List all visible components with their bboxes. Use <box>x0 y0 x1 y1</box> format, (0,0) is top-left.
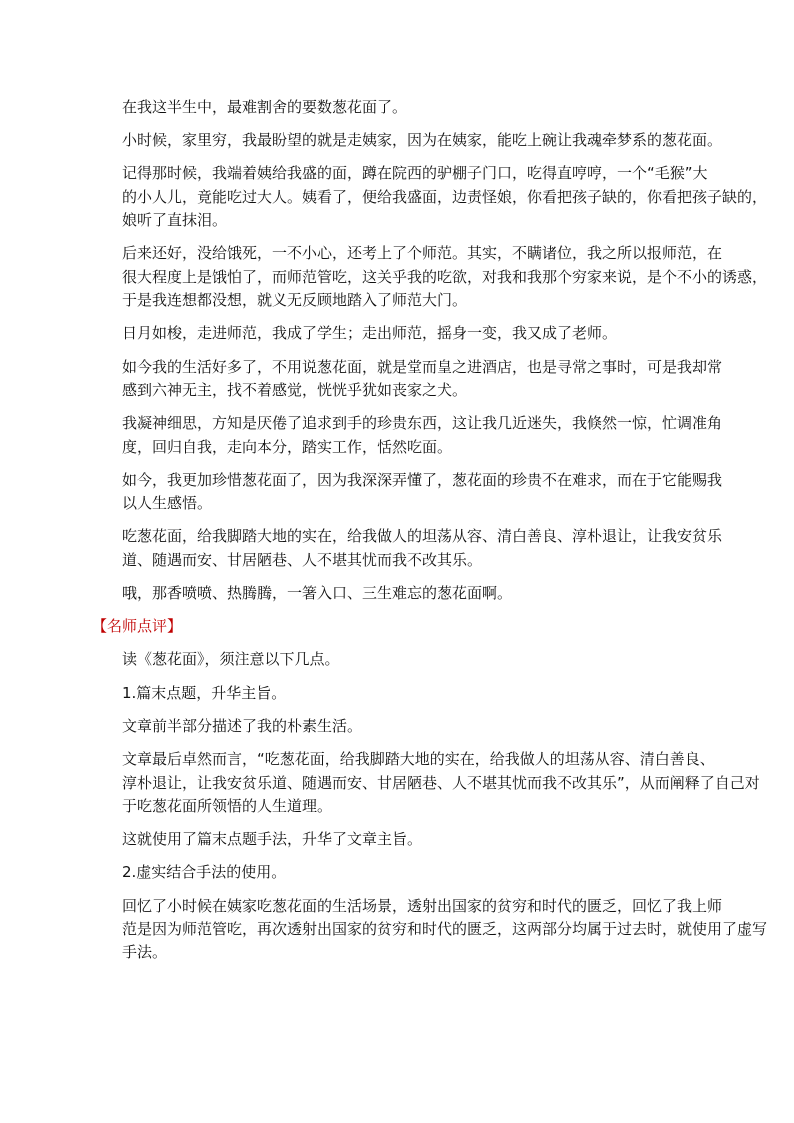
text-line: 2.虚实结合手法的使用。 <box>122 863 287 882</box>
text-line: 如今我的生活好多了，不用说葱花面，就是堂而皇之进酒店，也是寻常之事时，可是我却常 <box>122 357 723 376</box>
essay-paragraph <box>92 162 768 232</box>
text-line: 范是因为师范管吃，再次透射出国家的贫穷和时代的匮乏，这两部分均属于过去时，就使用了虚写 <box>122 919 768 938</box>
text-line: 哦，那香喷喷、热腾腾，一箸入口、三生难忘的葱花面啊。 <box>122 584 513 603</box>
essay-paragraph <box>92 412 732 459</box>
commentary-paragraph <box>92 748 760 818</box>
essay-paragraph <box>92 242 768 312</box>
text-line: 1.篇末点题，升华主旨。 <box>122 683 287 702</box>
text-line: 在我这半生中，最难割舍的要数葱花面了。 <box>122 98 408 116</box>
text-line: 文章最后卓然而言，“吃葱花面，给我脚踏大地的实在，给我做人的坦荡从容、清白善良、 <box>122 750 715 769</box>
essay-paragraph <box>92 469 732 516</box>
text-line: 如今，我更加珍惜葱花面了，因为我深深弄懂了，葱花面的珍贵不在难求，而在于它能赐我 <box>122 470 723 489</box>
commentary-paragraph <box>92 648 732 671</box>
text-line: 手法。 <box>122 943 168 962</box>
text-line: 回忆了小时候在姨家吃葱花面的生活场景，透射出国家的贫穷和时代的匮乏，回忆了我上师 <box>122 896 723 915</box>
commentary-point-heading <box>92 682 732 705</box>
text-line: 于吃葱花面所领悟的人生道理。 <box>122 796 333 815</box>
text-line: 记得那时候，我端着姨给我盛的面，蹲在院西的驴棚子门口，吃得直哼哼，一个“毛猴”大 <box>122 164 708 183</box>
text-line: 的小人儿，竟能吃过大人。姨看了，便给我盛面，边责怪娘，你看把孩子缺的，你看把孩子缺的， <box>122 187 768 206</box>
text-line: 后来还好，没给饿死，一不小心，还考上了个师范。其实，不瞒诸位，我之所以报师范，在 <box>122 244 723 263</box>
text-line: 我凝神细思，方知是厌倦了追求到手的珍贵东西，这让我几近迷失，我倏然一惊，忙调准角 <box>122 414 723 433</box>
essay-paragraph <box>92 322 732 345</box>
commentary-heading: 【名师点评】 <box>92 617 183 636</box>
commentary-paragraph <box>92 828 732 851</box>
text-line: 日月如梭，走进师范，我成了学生；走出师范，摇身一变，我又成了老师。 <box>122 324 618 343</box>
text-line: 度，回归自我，走向本分，踏实工作，恬然吃面。 <box>122 437 453 456</box>
commentary-paragraph <box>92 895 768 965</box>
text-line: 这就使用了篇末点题手法，升华了文章主旨。 <box>122 830 423 849</box>
text-line: 吃葱花面，给我脚踏大地的实在，给我做人的坦荡从容、清白善良、淳朴退让，让我安贫乐 <box>122 527 723 546</box>
essay-paragraph <box>92 356 732 403</box>
article-body <box>92 96 768 975</box>
text-line: 小时候，家里穷，我最盼望的就是走姨家，因为在姨家，能吃上碗让我魂牵梦系的葱花面。 <box>122 131 723 150</box>
text-line: 道、随遇而安、甘居陋巷、人不堪其忧而我不改其乐。 <box>122 550 483 569</box>
essay-paragraph <box>92 582 732 605</box>
text-line: 文章前半部分描述了我的朴素生活。 <box>122 716 363 735</box>
text-line: 淳朴退让，让我安贫乐道、随遇而安、甘居陋巷、人不堪其忧而我不改其乐”，从而阐释了自己对 <box>122 773 760 792</box>
text-line: 读《葱花面》，须注意以下几点。 <box>122 650 340 669</box>
text-line: 感到六神无主，找不着感觉，恍恍乎犹如丧家之犬。 <box>122 381 468 400</box>
text-line: 娘听了直抹泪。 <box>122 211 228 230</box>
commentary-point-heading <box>92 861 732 884</box>
essay-paragraph <box>92 96 732 119</box>
essay-paragraph <box>92 525 732 572</box>
essay-paragraph <box>92 129 732 152</box>
text-line: 很大程度上是饿怕了，而师范管吃，这关乎我的吃欲，对我和我那个穷家来说，是个不小的诱惑， <box>122 267 768 286</box>
text-line: 以人生感悟。 <box>122 494 213 513</box>
commentary-paragraph <box>92 715 732 738</box>
text-line: 于是我连想都没想，就义无反顾地踏入了师范大门。 <box>122 291 468 310</box>
